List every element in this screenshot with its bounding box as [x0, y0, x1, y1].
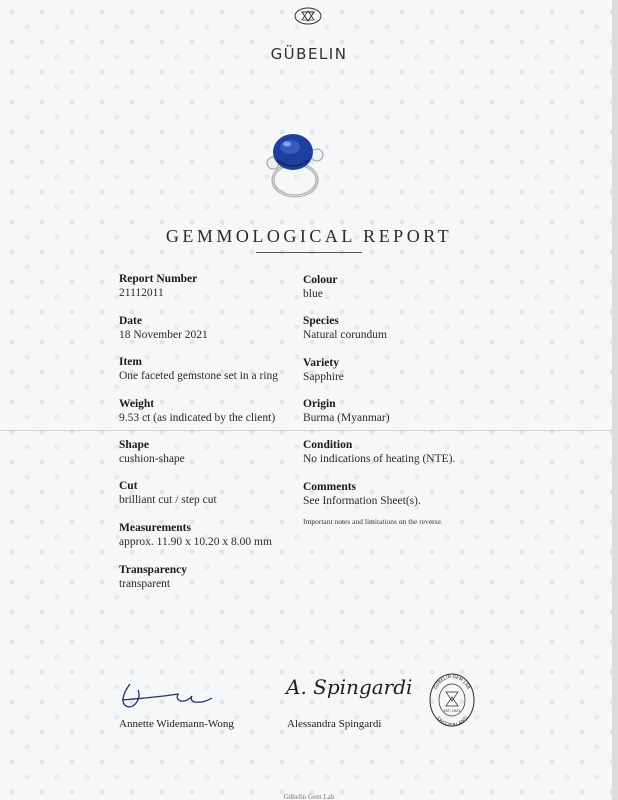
- svg-text:GÜBELIN GEM LAB: [433, 674, 472, 690]
- field-value: Sapphire: [303, 371, 344, 383]
- field-value: transparent: [119, 578, 171, 590]
- sapphire-ring-image: [259, 130, 331, 200]
- signer-name-1: Annette Widemann-Wong: [119, 718, 234, 730]
- field-label: Transparency: [119, 564, 187, 576]
- seal-bottom-text: SWITZERLAND: [434, 716, 470, 728]
- svg-text:SWITZERLAND: [435, 715, 470, 728]
- signature-spingardi: [280, 668, 420, 706]
- paper-fold: [0, 430, 618, 431]
- field-label: Species: [303, 315, 339, 327]
- species-field: [303, 314, 387, 342]
- transparency-field: [119, 563, 187, 591]
- field-value: No indications of heating (NTE).: [303, 453, 456, 465]
- item-field: [119, 355, 278, 383]
- field-value: 21112011: [119, 287, 164, 299]
- field-value: One faceted gemstone set in a ring: [119, 370, 279, 382]
- field-label: Weight: [119, 398, 155, 410]
- field-label: Variety: [303, 357, 339, 369]
- field-value: 9.53 ct (as indicated by the client): [119, 412, 276, 424]
- report-title: GEMMOLOGICAL REPORT: [165, 226, 453, 246]
- field-label: Measurements: [119, 522, 191, 534]
- signer-name-2: Alessandra Spingardi: [287, 718, 382, 730]
- variety-field: [303, 356, 344, 384]
- page-edge: [612, 0, 618, 800]
- date-field: [119, 314, 208, 342]
- measurements-field: [119, 521, 272, 549]
- field-value: Natural corundum: [303, 329, 387, 341]
- signature-spingardi-text: A. Spingardi: [286, 675, 413, 699]
- field-value: Burma (Myanmar): [303, 412, 390, 424]
- field-label: Condition: [303, 439, 353, 451]
- field-label: Origin: [303, 398, 336, 410]
- shape-field: [119, 438, 185, 466]
- condition-field: [303, 438, 455, 466]
- signature-widemann-wong: [116, 680, 216, 712]
- field-value: brilliant cut / step cut: [119, 494, 217, 506]
- weight-field: [119, 397, 275, 425]
- field-label: Item: [119, 356, 142, 368]
- field-value: See Information Sheet(s).: [303, 495, 421, 507]
- comments-field: [303, 480, 421, 508]
- title-underline: [256, 252, 362, 253]
- field-label: Date: [119, 315, 142, 327]
- gubelin-lab-seal: [428, 672, 476, 728]
- colour-field: [303, 273, 338, 301]
- field-label: Comments: [303, 481, 357, 493]
- gubelin-logo-icon: [294, 7, 322, 25]
- field-label: Colour: [303, 274, 338, 286]
- field-label: Report Number: [119, 273, 198, 285]
- field-value: cushion-shape: [119, 453, 185, 465]
- footer-text: Gübelin Gem Lab: [283, 793, 335, 800]
- reverse-note: Important notes and limitations on the reverse.: [303, 517, 443, 526]
- cut-field: [119, 479, 217, 507]
- field-label: Cut: [119, 480, 138, 492]
- seal-top-text: GÜBELIN GEM LAB: [433, 674, 471, 691]
- origin-field: [303, 397, 390, 425]
- seal-est-text: EST. 1923: [443, 709, 461, 713]
- field-value: 18 November 2021: [119, 329, 208, 341]
- brand-name: GÜBELIN: [270, 45, 348, 63]
- field-value: blue: [303, 288, 323, 300]
- field-label: Shape: [119, 439, 150, 451]
- report-number-field: [119, 272, 197, 300]
- field-value: approx. 11.90 x 10.20 x 8.00 mm: [119, 536, 272, 548]
